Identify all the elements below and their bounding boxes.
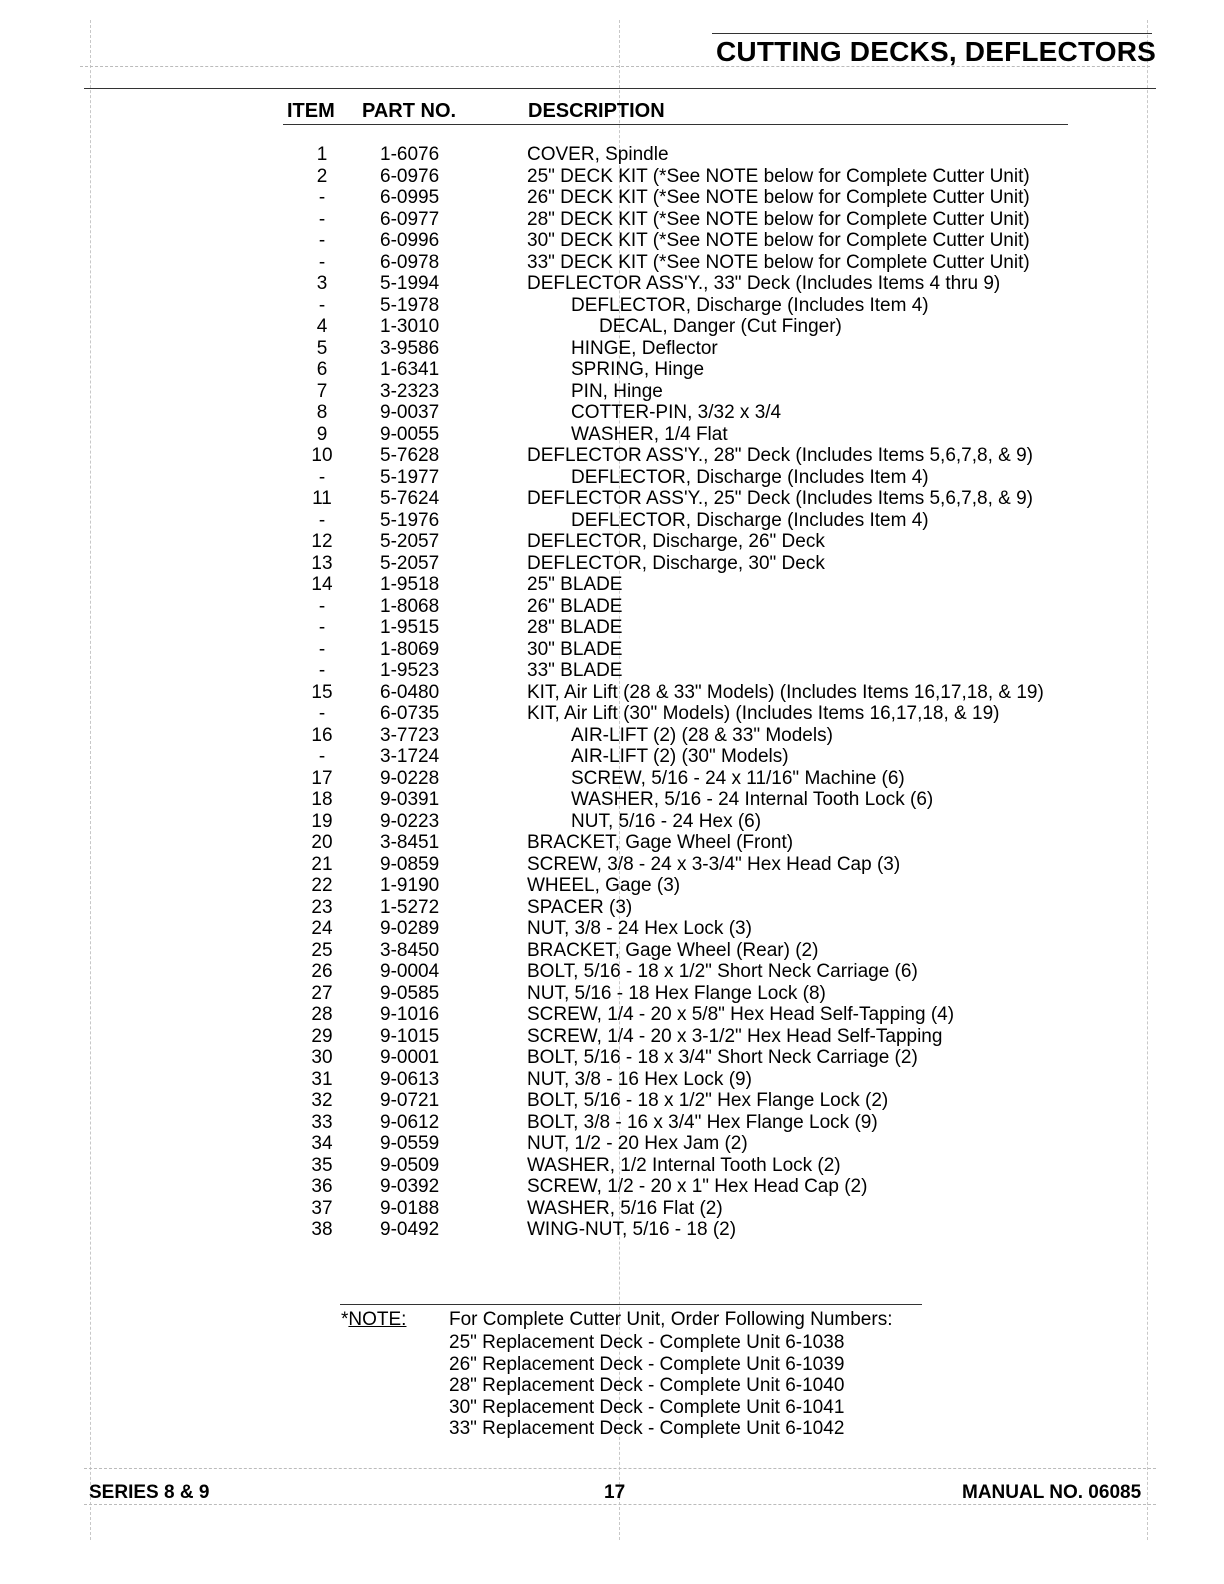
- table-row: [0, 811, 1224, 833]
- table-row: [0, 553, 1224, 575]
- item-number: 15: [311, 681, 333, 703]
- table-row: [0, 531, 1224, 553]
- item-number: 22: [311, 875, 333, 896]
- part-description: SPRING, Hinge: [571, 359, 705, 380]
- part-description: BOLT, 5/16 - 18 x 3/4" Short Neck Carriage (2): [527, 1047, 918, 1068]
- table-row: [0, 273, 1224, 295]
- part-description: SCREW, 1/4 - 20 x 5/8" Hex Head Self-Tapping (4): [527, 1004, 955, 1025]
- parts-table: [0, 144, 1224, 1241]
- part-description: KIT, Air Lift (30" Models) (Includes Items 16,17,18, & 19): [527, 703, 1000, 724]
- item-number: 2: [316, 165, 328, 187]
- item-number: -: [318, 294, 326, 316]
- item-number: 31: [311, 1068, 333, 1090]
- page-title: CUTTING DECKS, DEFLECTORS: [716, 36, 1157, 67]
- part-number: 9-1015: [380, 1025, 440, 1047]
- item-number: -: [318, 187, 326, 208]
- item-number: 6: [316, 359, 328, 380]
- page-number: 17: [604, 1482, 626, 1503]
- item-number: 33: [311, 1111, 333, 1133]
- part-number: 9-0509: [380, 1154, 440, 1176]
- table-row: [0, 488, 1224, 510]
- table-row: [0, 746, 1224, 768]
- part-number: 5-7624: [380, 488, 440, 509]
- part-description: 30" DECK KIT (*See NOTE below for Complete Cutter Unit): [527, 230, 1030, 251]
- table-row: [0, 940, 1224, 962]
- part-description: DEFLECTOR ASS'Y., 33" Deck (Includes Items 4 thru 9): [527, 273, 1001, 294]
- title-bottom-rule: [84, 88, 1156, 89]
- part-number: 5-2057: [380, 552, 440, 574]
- item-number: 21: [311, 853, 333, 875]
- part-description: 33" BLADE: [527, 660, 623, 681]
- item-number: 30: [311, 1047, 333, 1068]
- item-number: 14: [311, 574, 333, 595]
- note-heading: For Complete Cutter Unit, Order Following Numbers:: [449, 1309, 893, 1330]
- part-description: DEFLECTOR, Discharge (Includes Item 4): [571, 509, 929, 531]
- part-description: BOLT, 5/16 - 18 x 1/2" Short Neck Carriage (6): [527, 961, 918, 982]
- part-description: WHEEL, Gage (3): [527, 875, 681, 896]
- part-number: 1-9190: [380, 875, 440, 896]
- part-description: WASHER, 5/16 Flat (2): [527, 1197, 723, 1219]
- part-number: 9-0721: [380, 1090, 440, 1111]
- footer-series: SERIES 8 & 9: [89, 1482, 210, 1503]
- part-description: PIN, Hinge: [571, 380, 663, 402]
- part-description: BRACKET, Gage Wheel (Front): [527, 832, 794, 853]
- part-number: 1-8068: [380, 595, 440, 617]
- part-description: AIR-LIFT (2) (30" Models): [571, 746, 789, 767]
- item-number: 13: [311, 552, 333, 574]
- table-row: [0, 660, 1224, 682]
- table-row: [0, 1155, 1224, 1177]
- table-row: [0, 209, 1224, 231]
- item-number: -: [318, 638, 326, 660]
- footer-manual-number: MANUAL NO. 06085: [962, 1482, 1142, 1503]
- part-number: 6-0480: [380, 681, 440, 703]
- part-number: 1-9518: [380, 574, 440, 595]
- item-number: 11: [312, 488, 332, 509]
- part-description: NUT, 5/16 - 18 Hex Flange Lock (8): [527, 982, 826, 1004]
- part-number: 9-0391: [380, 789, 440, 810]
- part-number: 9-0585: [380, 982, 440, 1004]
- part-number: 6-0976: [380, 165, 440, 187]
- table-row: [0, 1176, 1224, 1198]
- part-description: BRACKET, Gage Wheel (Rear) (2): [527, 939, 819, 961]
- table-row: [0, 789, 1224, 811]
- part-number: 1-5272: [380, 896, 440, 918]
- part-description: DEFLECTOR, Discharge, 26" Deck: [527, 531, 825, 552]
- part-description: SCREW, 1/2 - 20 x 1" Hex Head Cap (2): [527, 1176, 868, 1197]
- note-line: 28" Replacement Deck - Complete Unit 6-1040: [449, 1375, 845, 1396]
- table-row: [0, 295, 1224, 317]
- note-lines: [449, 1332, 844, 1440]
- item-number: 18: [311, 789, 333, 810]
- item-number: 29: [311, 1025, 333, 1047]
- part-number: 9-0613: [380, 1068, 440, 1090]
- part-number: 5-1977: [380, 466, 440, 488]
- part-number: 9-0055: [380, 423, 440, 445]
- part-description: HINGE, Deflector: [571, 337, 718, 359]
- table-row: [0, 510, 1224, 532]
- part-description: COTTER-PIN, 3/32 x 3/4: [571, 402, 782, 423]
- part-number: 3-1724: [380, 746, 440, 767]
- table-row: [0, 381, 1224, 403]
- table-row: [0, 768, 1224, 790]
- table-row: [0, 617, 1224, 639]
- table-row: [0, 1219, 1224, 1241]
- item-number: 4: [316, 316, 328, 337]
- table-row: [0, 639, 1224, 661]
- table-row: [0, 961, 1224, 983]
- part-description: DEFLECTOR ASS'Y., 25" Deck (Includes Items 5,6,7,8, & 9): [527, 488, 1033, 509]
- item-number: 8: [316, 402, 328, 423]
- table-row: [0, 854, 1224, 876]
- part-description: WASHER, 1/2 Internal Tooth Lock (2): [527, 1154, 841, 1176]
- item-number: 27: [311, 982, 333, 1004]
- part-number: 6-0977: [380, 208, 440, 230]
- part-description: SCREW, 1/4 - 20 x 3-1/2" Hex Head Self-Tapping: [527, 1025, 943, 1047]
- item-number: 25: [311, 939, 333, 961]
- note-label: [341, 1309, 406, 1331]
- part-number: 9-0228: [380, 767, 440, 789]
- item-number: 20: [311, 832, 333, 853]
- item-number: -: [318, 660, 326, 681]
- part-number: 9-0188: [380, 1197, 440, 1219]
- item-number: 24: [311, 918, 333, 939]
- part-description: NUT, 1/2 - 20 Hex Jam (2): [527, 1133, 748, 1154]
- part-description: KIT, Air Lift (28 & 33" Models) (Includes Items 16,17,18, & 19): [527, 681, 1044, 703]
- table-row: [0, 1198, 1224, 1220]
- part-description: BOLT, 3/8 - 16 x 3/4" Hex Flange Lock (9): [527, 1111, 878, 1133]
- part-description: SCREW, 5/16 - 24 x 11/16" Machine (6): [571, 767, 905, 789]
- part-description: 28" DECK KIT (*See NOTE below for Complete Cutter Unit): [527, 208, 1030, 230]
- part-number: 9-0289: [380, 918, 440, 939]
- table-row: [0, 1133, 1224, 1155]
- part-number: 9-0559: [380, 1133, 440, 1154]
- part-number: 5-1978: [380, 294, 440, 316]
- table-row: [0, 725, 1224, 747]
- part-number: 1-9515: [380, 617, 440, 638]
- table-row: [0, 1004, 1224, 1026]
- item-number: 23: [311, 896, 333, 918]
- part-number: 9-1016: [380, 1004, 440, 1025]
- part-description: SPACER (3): [527, 896, 633, 918]
- item-number: 28: [311, 1004, 333, 1025]
- item-number: 16: [311, 724, 333, 746]
- part-number: 9-0859: [380, 853, 440, 875]
- table-row: [0, 230, 1224, 252]
- item-number: -: [318, 617, 326, 638]
- part-description: WASHER, 5/16 - 24 Internal Tooth Lock (6): [571, 789, 934, 810]
- table-row: [0, 832, 1224, 854]
- part-description: 25" BLADE: [527, 574, 623, 595]
- part-number: 9-0037: [380, 402, 440, 423]
- part-description: WING-NUT, 5/16 - 18 (2): [527, 1219, 737, 1240]
- table-row: [0, 574, 1224, 596]
- item-number: 7: [316, 380, 328, 402]
- part-description: 33" DECK KIT (*See NOTE below for Complete Cutter Unit): [527, 251, 1030, 273]
- part-number: 1-8069: [380, 638, 440, 660]
- item-number: 1: [316, 144, 328, 165]
- part-number: 9-0004: [380, 961, 440, 982]
- note-line: 26" Replacement Deck - Complete Unit 6-1039: [449, 1353, 845, 1375]
- part-number: 3-8450: [380, 939, 440, 961]
- part-description: DEFLECTOR, Discharge, 30" Deck: [527, 552, 825, 574]
- column-header-part-no: PART NO.: [362, 100, 457, 122]
- part-description: 26" BLADE: [527, 595, 623, 617]
- item-number: 5: [316, 337, 328, 359]
- table-row: [0, 983, 1224, 1005]
- table-row: [0, 424, 1224, 446]
- table-row: [0, 875, 1224, 897]
- table-row: [0, 445, 1224, 467]
- table-row: [0, 918, 1224, 940]
- part-number: 3-2323: [380, 380, 440, 402]
- part-description: SCREW, 3/8 - 24 x 3-3/4" Hex Head Cap (3): [527, 853, 901, 875]
- table-row: [0, 166, 1224, 188]
- table-row: [0, 703, 1224, 725]
- item-number: -: [318, 230, 326, 251]
- part-description: 25" DECK KIT (*See NOTE below for Complete Cutter Unit): [527, 165, 1030, 187]
- note-prefix: *: [341, 1309, 349, 1330]
- part-description: AIR-LIFT (2) (28 & 33" Models): [571, 724, 833, 746]
- footer-top-rule: [84, 1468, 1156, 1469]
- part-description: DEFLECTOR ASS'Y., 28" Deck (Includes Items 5,6,7,8, & 9): [527, 445, 1033, 466]
- item-number: 34: [311, 1133, 333, 1154]
- part-number: 9-0392: [380, 1176, 440, 1197]
- item-number: -: [318, 208, 326, 230]
- item-number: 38: [311, 1219, 333, 1240]
- item-number: 17: [311, 767, 333, 789]
- part-description: 30" BLADE: [527, 638, 623, 660]
- note-top-rule: [340, 1304, 922, 1305]
- note-line: 30" Replacement Deck - Complete Unit 6-1041: [449, 1396, 845, 1418]
- part-description: BOLT, 5/16 - 18 x 1/2" Hex Flange Lock (2): [527, 1090, 889, 1111]
- item-number: 35: [311, 1154, 333, 1176]
- part-number: 5-1976: [380, 509, 440, 531]
- part-number: 3-8451: [380, 832, 440, 853]
- part-number: 1-9523: [380, 660, 440, 681]
- table-row: [0, 252, 1224, 274]
- table-row: [0, 402, 1224, 424]
- part-description: NUT, 3/8 - 16 Hex Lock (9): [527, 1068, 752, 1090]
- part-number: 5-7628: [380, 445, 440, 466]
- part-number: 6-0978: [380, 251, 440, 273]
- part-description: NUT, 3/8 - 24 Hex Lock (3): [527, 918, 752, 939]
- part-number: 1-3010: [380, 316, 440, 337]
- part-description: DEFLECTOR, Discharge (Includes Item 4): [571, 466, 929, 488]
- note-line: 25" Replacement Deck - Complete Unit 6-1038: [449, 1332, 845, 1353]
- table-row: [0, 1090, 1224, 1112]
- item-number: -: [318, 509, 326, 531]
- item-number: 32: [311, 1090, 333, 1111]
- item-number: 9: [316, 423, 328, 445]
- item-number: -: [318, 251, 326, 273]
- part-number: 1-6076: [380, 144, 440, 165]
- part-description: NUT, 5/16 - 24 Hex (6): [571, 810, 762, 832]
- part-number: 9-0223: [380, 810, 440, 832]
- part-number: 9-0492: [380, 1219, 440, 1240]
- table-row: [0, 338, 1224, 360]
- table-row: [0, 1069, 1224, 1091]
- part-description: DEFLECTOR, Discharge (Includes Item 4): [571, 294, 929, 316]
- table-row: [0, 596, 1224, 618]
- part-number: 6-0995: [380, 187, 440, 208]
- part-description: WASHER, 1/4 Flat: [571, 423, 728, 445]
- table-row: [0, 144, 1224, 166]
- table-row: [0, 467, 1224, 489]
- item-number: -: [318, 703, 326, 724]
- item-number: 36: [311, 1176, 333, 1197]
- table-row: [0, 1047, 1224, 1069]
- part-number: 5-1994: [380, 273, 440, 294]
- footer-bottom-rule: [84, 1504, 1156, 1505]
- part-description: 28" BLADE: [527, 617, 623, 638]
- table-row: [0, 682, 1224, 704]
- part-description: DECAL, Danger (Cut Finger): [599, 316, 842, 337]
- part-number: 6-0996: [380, 230, 440, 251]
- item-number: 12: [311, 531, 333, 552]
- title-baseline-rule: [80, 66, 1150, 67]
- column-header-description: DESCRIPTION: [528, 100, 665, 122]
- part-number: 3-7723: [380, 724, 440, 746]
- item-number: 26: [311, 961, 333, 982]
- note-label-text: NOTE:: [348, 1309, 407, 1330]
- table-row: [0, 359, 1224, 381]
- part-number: 5-2057: [380, 531, 440, 552]
- column-header-item: ITEM: [287, 100, 335, 122]
- item-number: 10: [311, 445, 333, 466]
- header-underline: [283, 124, 1068, 125]
- item-number: -: [318, 746, 326, 767]
- title-top-rule: [712, 33, 1152, 34]
- table-row: [0, 187, 1224, 209]
- item-number: 3: [316, 273, 328, 294]
- item-number: -: [318, 466, 326, 488]
- part-number: 6-0735: [380, 703, 440, 724]
- table-row: [0, 1112, 1224, 1134]
- part-number: 9-0612: [380, 1111, 440, 1133]
- item-number: -: [318, 595, 326, 617]
- part-description: COVER, Spindle: [527, 144, 669, 165]
- item-number: 37: [311, 1197, 333, 1219]
- table-row: [0, 897, 1224, 919]
- item-number: 19: [311, 810, 333, 832]
- table-row: [0, 1026, 1224, 1048]
- part-description: 26" DECK KIT (*See NOTE below for Complete Cutter Unit): [527, 187, 1030, 208]
- part-number: 3-9586: [380, 337, 440, 359]
- part-number: 1-6341: [380, 359, 440, 380]
- table-row: [0, 316, 1224, 338]
- part-number: 9-0001: [380, 1047, 440, 1068]
- note-line: 33" Replacement Deck - Complete Unit 6-1042: [449, 1418, 845, 1439]
